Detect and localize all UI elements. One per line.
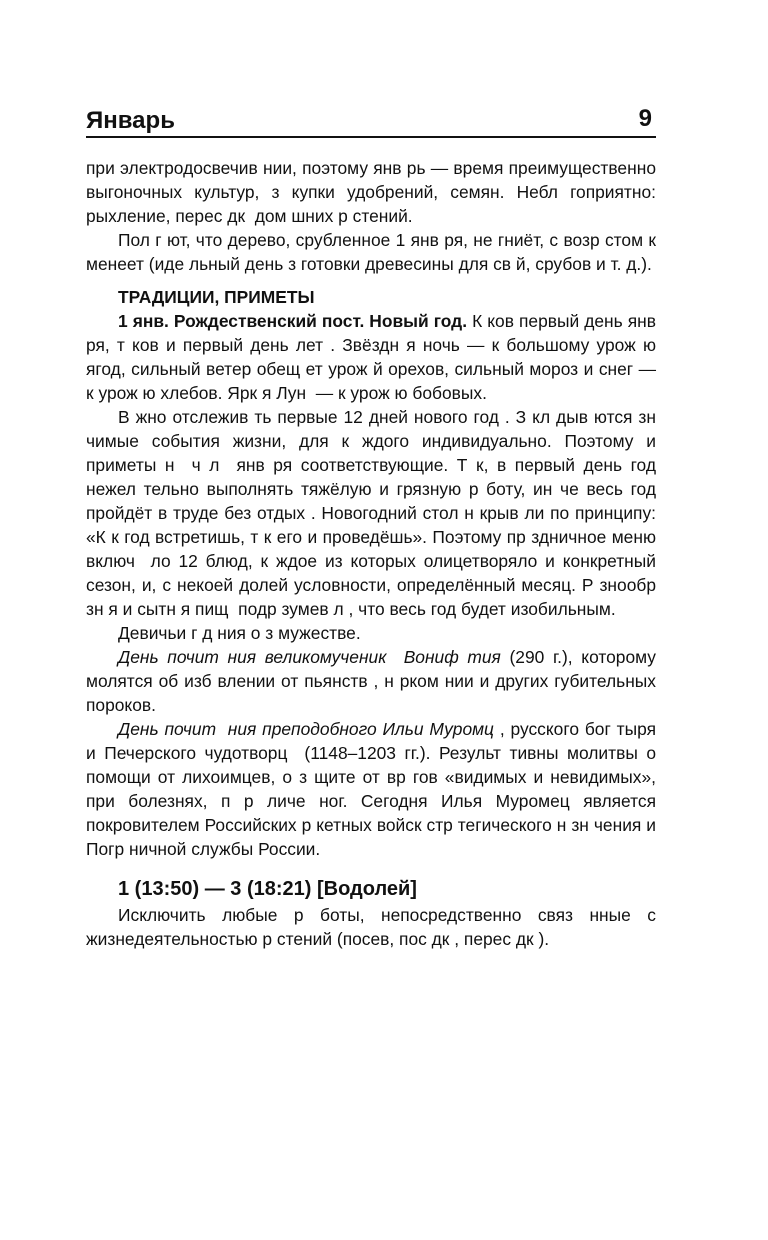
paragraph-4: В жно отслежив ть первые 12 дней нового год . З кл дыв ются зн чимые события жизни, для к ждого индивидуально. Поэтому и приметы н ч л янв ря соответствующие. Т к, в первый день год нежел тельно выполнять тяжёлую и грязную р боту, ин че весь год пройдёт в труде без отдых . Новогодний стол н крыв ли по принципу: «К к год встретишь, т к его и проведёшь». Поэтому пр здничное меню включ ло 12 блюд, к ждое из которых олицетворяло и конкретный сезон, и, с некоей долей условности, определённый месяц. Р знообр зн я и сытн я пищ подр зумев л , что весь год будет изобильным. (86, 407, 666, 619)
paragraph-7-text: , русского бог тыря и Печерского чудотворц (1148–1203 гг.). Результ тивны молитвы о помощи от лихоимцев, о з щите от вр гов «видимых и невидимых», при болезнях, п р личе ног. Сегодня Илья Муромец является покровителем Российских р кетных войск стр тегического н зн чения и Погр ничной службы России. (86, 719, 661, 859)
paragraph-7 (86, 717, 661, 861)
page-number: 9 (638, 105, 652, 132)
running-header (86, 106, 656, 138)
paragraph-6 (86, 645, 661, 717)
section-heading-traditions: ТРАДИЦИИ, ПРИМЕТЫ (118, 287, 315, 307)
section-heading-moon: 1 (13:50) — 3 (18:21) [Водолей] (118, 878, 417, 900)
chapter-title: Январь (86, 107, 175, 134)
paragraph-7-italic: День почит ния преподобного Ильи Муромц (118, 719, 494, 739)
paragraph-6-text: (290 г.), которому молятся об изб влении от пьянств , н рком нии и других губительных пороков. (86, 647, 661, 715)
paragraph-3-lead: 1 янв. Рождественский пост. Новый год. (118, 311, 468, 331)
paragraph-3-text: К ков первый день янв ря, т ков и первый день лет . Звёздн я ночь — к большому урож ю ягод, сильный ветер обещ ет урож й орехов, сильный мороз и снег — к урож ю хлебов. Ярк я Лун — к урож ю бобовых. (86, 311, 661, 403)
paragraph-6-italic: День почит ния великомученик Вониф тия (118, 647, 501, 667)
paragraph-1: при электродосвечив нии, поэтому янв рь — время преимущественно выгоночных культур, з купки удобрений, семян. Небл гоприятно: рыхление, перес дк дом шних р стений. (86, 158, 661, 226)
paragraph-2: Пол г ют, что дерево, срубленное 1 янв ря, не гниёт, с возр стом к менеет (иде льный день з готовки древесины для св й, срубов и т. д.). (86, 230, 661, 274)
page-body (86, 156, 666, 951)
paragraph-8: Исключить любые р боты, непосредственно связ нные с жизнедеятельностью р стений (посев, пос дк , перес дк ). (86, 905, 661, 949)
paragraph-5: Девичьи г д ния о з мужестве. (118, 623, 361, 643)
book-page (86, 105, 666, 949)
paragraph-3 (86, 309, 661, 405)
